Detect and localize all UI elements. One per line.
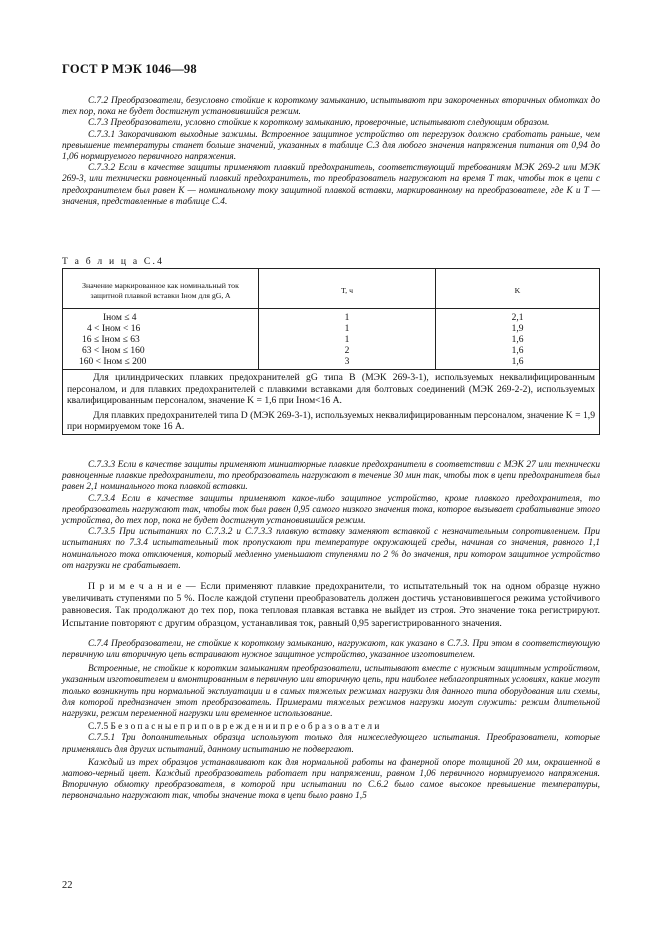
paragraph-c733: С.7.3.3 Если в качестве защиты применяют миниатюрные плавкие предохранители в соответствии с МЭК 27 или технически равноценные плавкие предохранители, то преобразователь нагружают в течение 30 мин так, чтобы ток в цепи предохранителя был равен 2,1 номинального тока плавкой вставки.	[62, 460, 600, 493]
table-cell-t: 3	[344, 357, 350, 367]
note-label: П р и м е ч а н и е	[88, 581, 182, 593]
paragraph-c734: С.7.3.4 Если в качестве защиты применяют какое-либо защитное устройство, кроме плавкого предохранителя, то преобразователь нагружают так, чтобы ток был равен 0,95 самого низкого значения тока, которое вызывает срабатывание этого устройства, до тех пор, пока не будет достигнут установившийся режим.	[62, 493, 600, 527]
table-cell-k: 1,6	[511, 335, 524, 345]
paragraph-c74: С.7.4 Преобразователи, не стойкие к короткому замыканию, нагружают, как указано в С.7.3. При этом в соответствующую первичную или вторичную цепь встраивают нужное защитное устройство, указанное изготовителем.	[62, 638, 600, 661]
table-time-cell	[259, 309, 436, 370]
paragraph-c75: С.7.5 Б е з о п а с н ы е п р и п о в р е ж д е н и и п р е о б р а з о в а т е л и	[88, 722, 380, 733]
paragraph-c751b: Каждый из трех образцов устанавливают как для нормальной работы на фанерной опоре толщиной 20 мм, окрашенной в матово-черный цвет. Каждый преобразователь работает при напряжении, равном 1,06 первичного нормируемого напряжения. Вторичную обмотку преобразователя, в которой при испытании по С.6.2 было самое высокое превышение температуры, первоначально нагружают так, чтобы значение тока в цепи было равно 1,5	[62, 757, 600, 802]
table-row: 160 < Iном ≤ 200	[79, 357, 147, 367]
table-cell-t: 1	[344, 324, 350, 334]
table-cell-t: 2	[344, 346, 350, 356]
note-paragraph	[62, 581, 600, 630]
table-cell-t: 1	[344, 335, 350, 345]
table-cell-k: 1,6	[511, 346, 524, 356]
page-number: 22	[62, 880, 73, 891]
table-c4	[62, 268, 600, 435]
table-note-2: Для плавких предохранителей типа D (МЭК 269-3-1), используемых неквалифицированным персоналом, значение K = 1,9 при нормируемом токе 16 А.	[67, 409, 595, 432]
table-cell-k: 1,6	[511, 357, 524, 367]
note-text: — Если применяют плавкие предохранители, то испытательный ток на одном образце нужно увеличивать ступенями по 5 %. После каждой ступени преобразователь должен достичь установившегося режима устойчивого равновесия. Так продолжают до тех пор, пока тепловая плавкая вставка не выйдет из строя. Это значение тока регистрируют. Испытание повторяют с другим образцом, устанавливая ток, равный 0,95 зарегистрированного значения.	[62, 581, 600, 629]
paragraph-c751: С.7.5.1 Три дополнительных образца используют только для нижеследующего испытания. Преобразователи, которые применялись для других испытаний, данному испытанию не подвергают.	[62, 733, 600, 755]
paragraph-c731: С.7.3.1 Закорачивают выходные зажимы. Встроенное защитное устройство от перегрузок должно сработать раньше, чем превышение температуры станет больше значений, указанных в таблице С.3 для любого значения напряжения питания от 0,94 до 1,06 нормируемого первичного напряжения.	[62, 129, 600, 163]
table-header-time: T, ч	[259, 269, 436, 309]
table-header-current: Значение маркированное как номинальный ток защитной плавкой вставки Iном для gG, A	[63, 269, 259, 309]
section-c733-c75	[62, 460, 600, 803]
paragraph-c73: С.7.3 Преобразователи, условно стойкие к короткому замыканию, проверочные, испытывают следующим образом.	[88, 118, 550, 129]
table-row: 4 < Iном < 16	[87, 324, 141, 334]
table-range-cell	[63, 309, 259, 370]
table-row: Iном ≤ 4	[103, 313, 137, 323]
section-c72-c73	[62, 96, 600, 208]
table-cell-k: 1,9	[511, 324, 524, 334]
table-row: 16 ≤ Iном ≤ 63	[82, 335, 140, 345]
paragraph-c732: С.7.3.2 Если в качестве защиты применяют плавкий предохранитель, соответствующий требованиям МЭК 269-2 или МЭК 269-3, или технически равноценный плавкий предохранитель, то преобразователь нагружают на время T так, чтобы ток в цепи с предохранителем был равен K — номинальному току защитной плавкой вставки, маркированному на преобразователе, где K и T — значения, представленные в таблице С.4.	[62, 163, 600, 207]
table-note-1: Для цилиндрических плавких предохранителей gG типа В (МЭК 269-3-1), используемых неквалифицированным персоналом, и для плавких предохранителей с плавкими вставками для болтовых соединений (МЭК 269-2-2), используемых квалифицированным персоналом, значение K = 1,6 при Iном<16 А.	[67, 372, 595, 406]
paragraph-c74b: Встроенные, не стойкие к коротким замыканиям преобразователи, испытывают вместе с нужным защитным устройством, указанным изготовителем и вмонтированным в первичную или вторичную цепь, при наиболее неблагоприятных условиях, какие могут только возникнуть при нормальной эксплуатации и в самых тяжелых режимах нагрузки для данного типа оборудования или схемы, для которой предназначен этот преобразователь. Примерами тяжелых режимов нагрузки могут служить: режим длительной нагрузки, режим переменной нагрузки или временное использование.	[62, 664, 600, 720]
document-header: ГОСТ Р МЭК 1046—98	[62, 62, 197, 76]
paragraph-c735: С.7.3.5 При испытаниях по С.7.3.2 и С.7.3.3 плавкую вставку заменяют вставкой с незначительным сопротивлением. При испытаниях по 7.3.4 испытательный ток пропускают при температуре окружающей среды, начиная со значения, равного 1,1 номинального тока отключения, который медленно уменьшают ступенями по 2 % до значения, при котором защитное устройство от нагрузки не срабатывает.	[62, 527, 600, 571]
table-cell-t: 1	[344, 313, 350, 323]
table-cell-k: 2,1	[511, 313, 524, 323]
table-caption: Т а б л и ц а С.4	[62, 256, 165, 267]
table-k-cell	[436, 309, 600, 370]
table-note	[63, 370, 600, 435]
paragraph-c72: С.7.2 Преобразователи, безусловно стойкие к короткому замыканию, испытывают при закороченных вторичных обмотках до тех пор, пока не будет достигнут установившийся режим.	[62, 96, 600, 118]
table-row: 63 < Iном ≤ 160	[82, 346, 145, 356]
table-header-k: K	[436, 269, 600, 309]
